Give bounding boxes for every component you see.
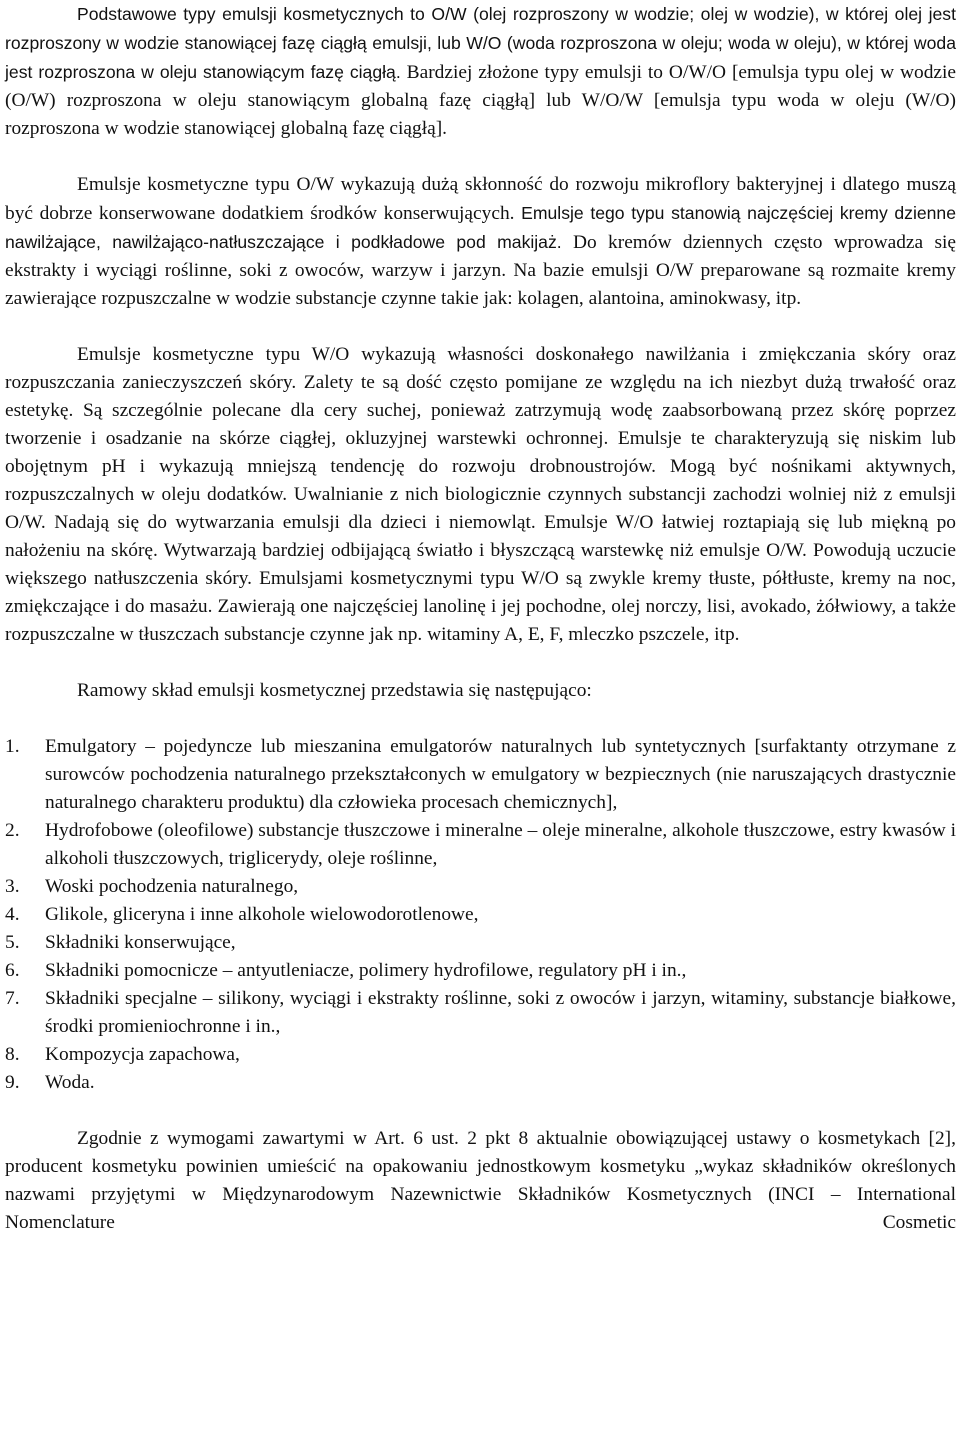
composition-list — [5, 733, 956, 1097]
list-item-number: 2. — [5, 820, 20, 841]
list-item-number: 4. — [5, 904, 20, 925]
paragraph-emulsion-types — [5, 0, 956, 143]
list-item — [5, 957, 956, 985]
list-item-number: 6. — [5, 960, 20, 981]
paragraph-composition-intro: Ramowy skład emulsji kosmetycznej przedstawia się następująco: — [77, 680, 592, 701]
list-item-text: Składniki konserwujące, — [45, 932, 236, 953]
list-item-text: Woda. — [45, 1072, 95, 1093]
list-item-text: Woski pochodzenia naturalnego, — [45, 876, 299, 897]
paragraph-wo-emulsions: Emulsje kosmetyczne typu W/O wykazują własności doskonałego nawilżania i zmiękczania skóry oraz rozpuszczania zanieczyszczeń skóry. Zalety te są dość często pomijane ze względu na ich niezbyt dużą trwałość oraz estetykę. Są szczególnie polecane dla cery suchej, ponieważ zatrzymują wodę zaabsorbowaną przez skórę poprzez tworzenie i osadzanie na skórze ciągłej, okluzyjnej warstewki ochronnej. Emulsje te charakteryzują się niskim lub obojętnym pH i wykazują mniejszą tendencję do rozwoju drobnoustrojów. Mogą być nośnikami aktywnych, rozpuszczalnych w oleju dodatków. Uwalnianie z nich biologicznie czynnych substancji zachodzi wolniej niż z emulsji O/W. Nadają się do wytwarzania emulsji dla dzieci i niemowląt. Emulsje W/O łatwiej roztapiają się lub miękną po nałożeniu na skórę. Wytwarzają bardziej odbijającą światło i błyszczącą warstewkę niż emulsje O/W. Powodują uczucie większego natłuszczenia skóry. Emulsjami kosmetycznymi typu W/O są zwykle kremy tłuste, półtłuste, kremy na noc, zmiękczające i do masażu. Zawierają one najczęściej lanolinę i jej pochodne, olej norczy, lisi, avokado, żółwiowy, a także rozpuszczalne w tłuszczach substancje czynne jak np. witaminy A, E, F, mleczko pszczele, itp. — [5, 344, 956, 645]
spacer — [5, 705, 956, 733]
paragraph-emulsion-types-sans: Podstawowe typy emulsji kosmetycznych to O/W (olej rozproszony w wodzie; olej w wodzie), w której olej jest rozproszony w wodzie stanowiącej fazę ciągłą emulsji, lub W/O (woda rozproszona w oleju; woda w oleju), w której woda jest rozproszona w oleju stanowiącym fazę ciągłą. — [5, 4, 956, 82]
spacer — [5, 649, 956, 677]
list-item-number: 8. — [5, 1044, 20, 1065]
spacer — [5, 1097, 956, 1125]
list-item-number: 1. — [5, 736, 20, 757]
list-item — [5, 901, 956, 929]
list-item — [5, 733, 956, 817]
paragraph-ow-part2-sans: Emulsje tego typu stanowią najczęściej kremy dzienne nawilżające, nawilżająco-natłuszczające i podkładowe pod makijaż. — [5, 203, 956, 252]
list-item-text: Emulgatory – pojedyncze lub mieszanina emulgatorów naturalnych lub syntetycznych [surfaktanty otrzymane z surowców pochodzenia naturalnego przekształconych w emulgatory w bezpiecznych (nie naruszających drastycznie naturalnego charakteru produktu) dla człowieka procesach chemicznych], — [45, 736, 956, 813]
list-item-text: Glikole, gliceryna i inne alkohole wielowodorotlenowe, — [45, 904, 479, 925]
list-item-number: 9. — [5, 1072, 20, 1093]
document-page — [5, 0, 956, 1237]
list-item-number: 3. — [5, 876, 20, 897]
list-item-text: Hydrofobowe (oleofilowe) substancje tłuszczowe i mineralne – oleje mineralne, alkohole tłuszczowe, estry kwasów i alkoholi tłuszczowych, triglicerydy, oleje roślinne, — [45, 820, 956, 869]
list-item — [5, 929, 956, 957]
list-item — [5, 1069, 956, 1097]
list-item-number: 7. — [5, 988, 20, 1009]
paragraph-inci-regulation: Zgodnie z wymogami zawartymi w Art. 6 ust. 2 pkt 8 aktualnie obowiązującej ustawy o kosmetykach [2], producent kosmetyku powinien umieścić na opakowaniu jednostkowym kosmetyku „wykaz składników określonych nazwami przyjętymi w Międzynarodowym Nazewnictwie Składników Kosmetycznych (INCI – International Nomenclature Cosmetic — [5, 1128, 956, 1233]
list-item-text: Kompozycja zapachowa, — [45, 1044, 240, 1065]
list-item — [5, 1041, 956, 1069]
paragraph-emulsion-types-serif: Bardziej złożone typy emulsji to O/W/O [emulsja typu olej w wodzie (O/W) rozproszona w oleju stanowiącym globalną fazę ciągłą] lub W/O/W [emulsja typu woda w oleju (W/O) rozproszona w wodzie stanowiącej globalną fazę ciągłą]. — [5, 62, 956, 139]
list-item-text: Składniki specjalne – silikony, wyciągi i ekstrakty roślinne, soki z owoców i jarzyn, witaminy, substancje białkowe, środki promieniochronne i in., — [45, 988, 956, 1037]
paragraph-ow-part1: Emulsje kosmetyczne typu O/W wykazują dużą skłonność do rozwoju mikroflory bakteryjnej i dlatego muszą być dobrze konserwowane dodatkiem środków konserwujących. — [5, 174, 956, 224]
list-item — [5, 817, 956, 873]
spacer — [5, 143, 956, 171]
list-item-text: Składniki pomocnicze – antyutleniacze, polimery hydrofilowe, regulatory pH i in., — [45, 960, 687, 981]
paragraph-ow-emulsions — [5, 171, 956, 313]
list-item — [5, 985, 956, 1041]
list-item-number: 5. — [5, 932, 20, 953]
list-item — [5, 873, 956, 901]
spacer — [5, 313, 956, 341]
paragraph-ow-part3: Do kremów dziennych często wprowadza się ekstrakty i wyciągi roślinne, soki z owoców, warzyw i jarzyn. Na bazie emulsji O/W preparowane są rozmaite kremy zawierające rozpuszczalne w wodzie substancje czynne takie jak: kolagen, alantoina, aminokwasy, itp. — [5, 232, 956, 309]
